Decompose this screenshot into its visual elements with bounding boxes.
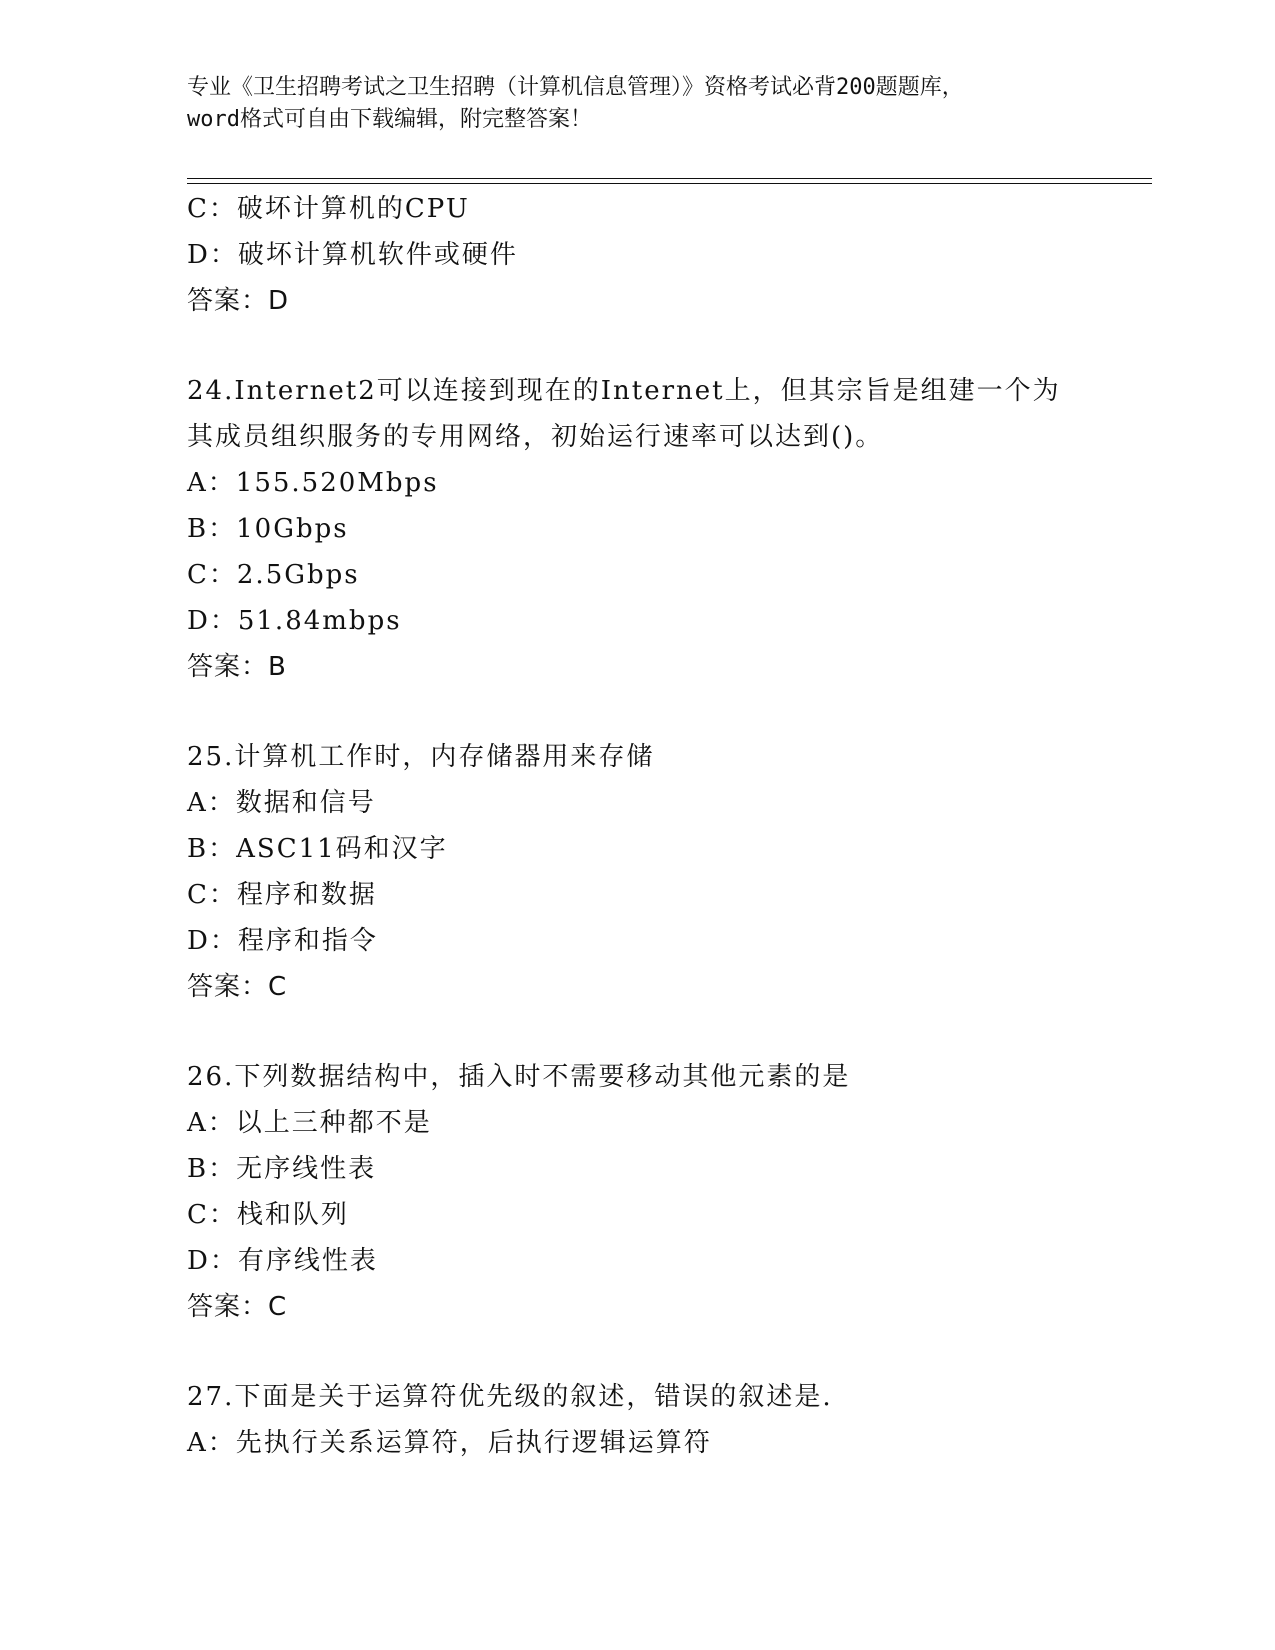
q26-option-b: B：无序线性表 — [187, 1154, 377, 1184]
q23-answer: 答案：D — [187, 286, 290, 316]
q26-stem: 26.下列数据结构中，插入时不需要移动其他元素的是 — [187, 1062, 851, 1092]
header-line-2: word格式可自由下载编辑，附完整答案！ — [187, 107, 592, 132]
q25-option-d: D：程序和指令 — [187, 926, 378, 956]
header-line-1: 专业《卫生招聘考试之卫生招聘（计算机信息管理）》资格考试必背200题题库， — [187, 75, 964, 100]
q26-option-c: C：栈和队列 — [187, 1200, 349, 1230]
q23-option-c: C：破坏计算机的CPU — [187, 194, 470, 224]
q24-option-a: A：155.520Mbps — [187, 468, 439, 498]
document-header — [187, 72, 1087, 136]
header-double-rule — [187, 178, 1152, 184]
q24-answer: 答案：B — [187, 652, 287, 682]
q27-stem: 27.下面是关于运算符优先级的叙述，错误的叙述是. — [187, 1382, 833, 1412]
q25-answer: 答案：C — [187, 972, 288, 1002]
q24-stem-line-1: 24.Internet2可以连接到现在的Internet上，但其宗旨是组建一个为 — [187, 376, 1061, 406]
q24-option-c: C：2.5Gbps — [187, 560, 360, 590]
q24-option-b: B：10Gbps — [187, 514, 349, 544]
q25-option-b: B：ASC11码和汉字 — [187, 834, 448, 864]
q25-option-c: C：程序和数据 — [187, 880, 377, 910]
q25-stem: 25.计算机工作时，内存储器用来存储 — [187, 742, 655, 772]
q26-option-a: A：以上三种都不是 — [187, 1108, 432, 1138]
q26-answer: 答案：C — [187, 1292, 288, 1322]
question-list — [187, 186, 1152, 1466]
q26-option-d: D：有序线性表 — [187, 1246, 378, 1276]
q23-option-d: D：破坏计算机软件或硬件 — [187, 240, 518, 270]
q27-option-a: A：先执行关系运算符，后执行逻辑运算符 — [187, 1428, 712, 1458]
q25-option-a: A：数据和信号 — [187, 788, 376, 818]
q24-option-d: D：51.84mbps — [187, 606, 402, 636]
q24-stem-line-2: 其成员组织服务的专用网络，初始运行速率可以达到()。 — [187, 422, 884, 452]
